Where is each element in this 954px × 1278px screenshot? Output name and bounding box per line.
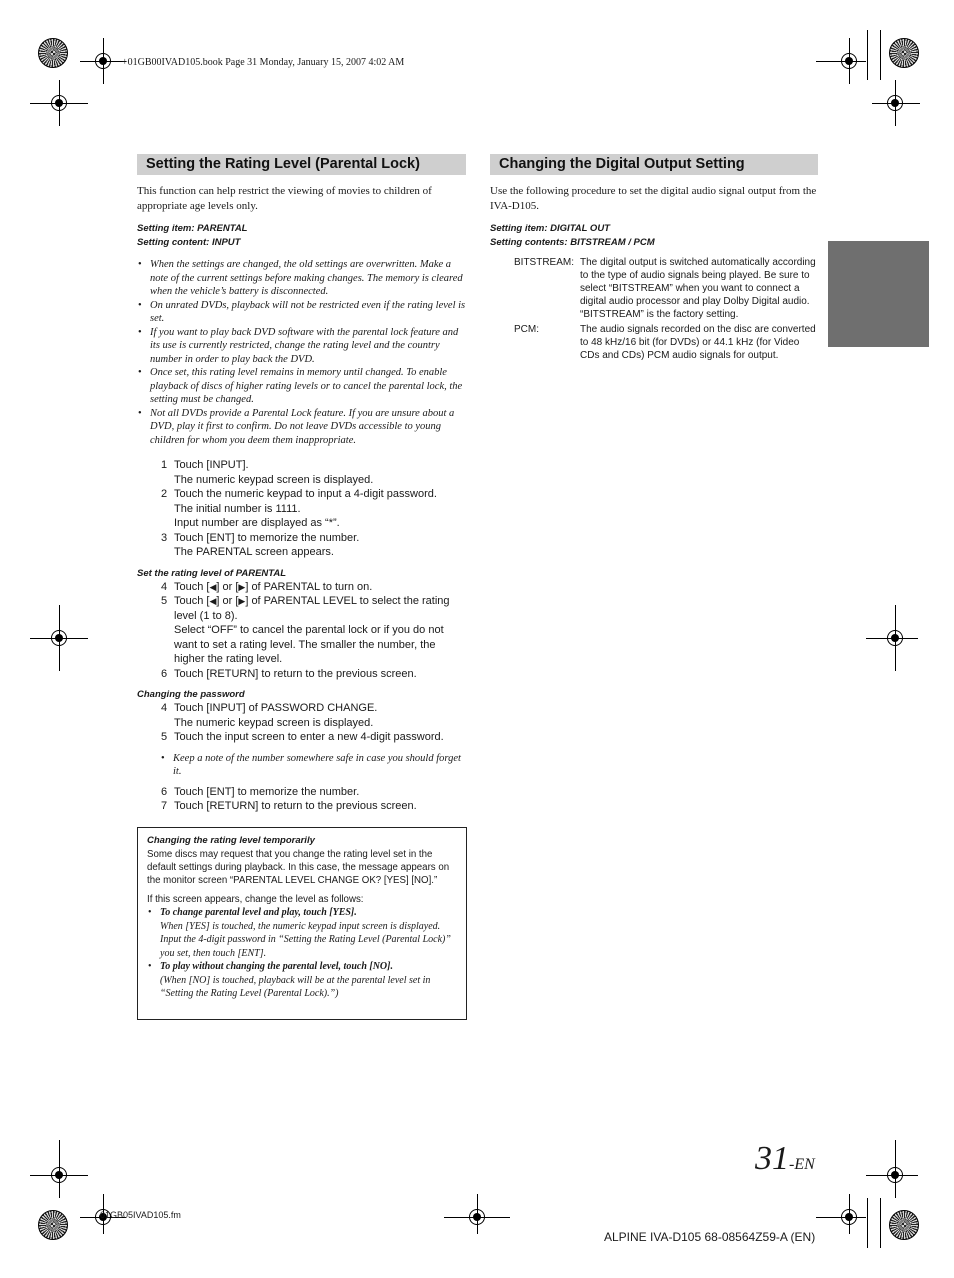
crosshair-mark-top-left-b [48, 92, 70, 114]
step-text: ] of PARENTAL to turn on. [245, 580, 373, 593]
setting-content-label: Setting content: INPUT [137, 237, 241, 248]
digital-setting-block [490, 222, 818, 250]
option-pcm [490, 323, 818, 362]
step-number: 5 [161, 595, 168, 607]
step-text: Touch the input screen to enter a new 4-digit password. [174, 731, 444, 743]
step-6 [137, 667, 466, 682]
temporary-rating-box [137, 827, 467, 1020]
step-text: ] or [ [216, 580, 239, 593]
steps-input-password [137, 458, 466, 560]
box-body: Some discs may request that you change the rating level set in the default settings during playback. In this case, the message appears on the monitor screen “PARENTAL LEVEL CHANGE OK? [YES] [NO].” [147, 849, 450, 886]
step-text: Touch [ [174, 580, 210, 593]
step-4 [137, 701, 466, 730]
step-text: Touch [ENT] to memorize the number. [174, 785, 360, 798]
step-subtext: Select “OFF” to cancel the parental lock or if you do not want to set a rating level. The smaller the number, the higher the rating level. [174, 624, 444, 665]
setting-item-label: Setting item: PARENTAL [137, 223, 248, 234]
step-subtext: Input number are displayed as “*”. [174, 517, 340, 529]
step-subtext: The numeric keypad screen is displayed. [174, 473, 374, 486]
steps-memorize [137, 785, 466, 814]
steps-rating-level [137, 580, 466, 682]
step-text: Touch [INPUT] of PASSWORD CHANGE. [174, 702, 378, 714]
step-number: 1 [161, 459, 168, 471]
step-text: Touch [RETURN] to return to the previous screen. [174, 800, 417, 812]
crosshair-mark-bottom-right-a [838, 1206, 860, 1228]
step-7 [137, 799, 466, 814]
step-5 [137, 594, 466, 667]
box-bullets [147, 906, 456, 1001]
bullet-heading: • To change parental level and play, touch [YES]. [160, 907, 357, 918]
step-1 [137, 458, 466, 487]
footer-file-name: 01GB05IVAD105.fm [100, 1210, 181, 1220]
step-4 [137, 580, 466, 595]
crop-line [867, 30, 868, 80]
section-heading-parental: Setting the Rating Level (Parental Lock) [137, 154, 466, 175]
right-column [490, 154, 818, 362]
page-number [755, 1140, 815, 1178]
box-bullet-no [147, 960, 456, 1001]
note-item: • Once set, this rating level remains in memory until changed. To enable playback of discs of higher rating levels or to cancel the parental lock, the setting must be changed. [137, 366, 466, 407]
step-text: Touch [INPUT]. [174, 459, 249, 471]
option-bitstream [490, 256, 818, 321]
step-subtext: The numeric keypad screen is displayed. [174, 716, 374, 729]
step-text: ] or [ [216, 595, 239, 607]
crop-line [880, 30, 881, 80]
digital-output-intro: Use the following procedure to set the digital audio signal output from the IVA-D105. [490, 185, 817, 212]
right-triangle-icon: ▶ [238, 596, 246, 606]
crosshair-mark-mid-left [48, 627, 70, 649]
step-number: 5 [161, 731, 168, 743]
parental-intro: This function can help restrict the viewing of movies to children of appropriate age levels only. [137, 185, 432, 212]
page-number-value: 31 [755, 1140, 789, 1177]
footer-model: ALPINE IVA-D105 68-08564Z59-A (EN) [604, 1230, 816, 1244]
crosshair-mark-top-right-b [884, 92, 906, 114]
note-item: • Not all DVDs provide a Parental Lock feature. If you are unsure about a DVD, play it first to confirm. Do not leave DVDs accessible to young children for whom you deem them inappropriate. [137, 407, 466, 448]
subhead-changing-password: Changing the password [137, 689, 245, 700]
password-notes [137, 752, 466, 779]
step-2 [137, 487, 466, 531]
crosshair-mark-top-left-a [92, 50, 114, 72]
starburst-mark-bottom-right [889, 1210, 919, 1240]
option-description: The digital output is switched automatically according to the type of audio signals being played. Be sure to select “BITSTREAM” when you want to connect a digital audio processor and play Dolby Digital audio. “BITSTREAM” is the factory setting. [580, 257, 816, 320]
subhead-rating-level: Set the rating level of PARENTAL [137, 567, 287, 579]
option-term: PCM: [514, 324, 539, 335]
note-item: • When the settings are changed, the old settings are overwritten. Make a note of the current settings before making changes. The memory is cleared when the vehicle’s battery is disconnected. [137, 258, 466, 299]
option-term: BITSTREAM: [514, 257, 575, 268]
step-5 [137, 730, 466, 745]
parental-notes [137, 258, 466, 447]
starburst-mark-top-left [38, 38, 68, 68]
crosshair-mark-bottom-right-b [884, 1164, 906, 1186]
steps-change-password [137, 701, 466, 745]
header-file-line: +01GB00IVAD105.book Page 31 Monday, January 15, 2007 4:02 AM [122, 57, 405, 68]
step-number: 4 [161, 580, 168, 593]
step-number: 6 [161, 785, 168, 798]
side-tab [828, 241, 929, 347]
step-text: Touch [ENT] to memorize the number. [174, 531, 360, 544]
box-bullet-yes [147, 906, 456, 960]
starburst-mark-top-right [889, 38, 919, 68]
left-triangle-icon: ◀ [209, 581, 217, 592]
setting-contents-label: Setting contents: BITSTREAM / PCM [490, 237, 655, 248]
box-title: Changing the rating level temporarily [147, 835, 315, 846]
note-item: • If you want to play back DVD software with the parental lock feature and its use is currently restricted, change the rating level and the country number in order to play back the DVD. [137, 326, 466, 367]
note-item: • On unrated DVDs, playback will not be restricted even if the rating level is set. [137, 299, 466, 326]
step-subtext: The initial number is 1111. [174, 502, 301, 515]
right-triangle-icon: ▶ [238, 581, 246, 592]
page-number-suffix: -EN [789, 1156, 815, 1173]
parental-setting-block [137, 222, 466, 250]
step-text: Touch [RETURN] to return to the previous screen. [174, 667, 417, 680]
bullet-heading: • To play without changing the parental level, touch [NO]. [160, 961, 393, 972]
setting-item-label: Setting item: DIGITAL OUT [490, 223, 610, 234]
left-column [137, 154, 466, 814]
step-6 [137, 785, 466, 800]
step-3 [137, 531, 466, 560]
note-item: • Keep a note of the number somewhere safe in case you should forget it. [161, 752, 466, 779]
crosshair-mark-top-right-a [838, 50, 860, 72]
bullet-text: (When [NO] is touched, playback will be at the parental level set in “Setting the Rating Level (Parental Lock).”) [160, 974, 431, 999]
step-text: ] of PARENTAL LEVEL to select the rating level (1 to 8). [174, 595, 450, 622]
crop-line [880, 1198, 881, 1248]
step-number: 4 [161, 702, 168, 714]
crosshair-mark-mid-right [884, 627, 906, 649]
left-triangle-icon: ◀ [209, 596, 217, 606]
step-subtext: The PARENTAL screen appears. [174, 546, 334, 558]
crosshair-mark-bottom-center [466, 1206, 488, 1228]
digital-output-options [490, 256, 818, 362]
step-number: 7 [161, 800, 168, 812]
starburst-mark-bottom-left [38, 1210, 68, 1240]
option-description: The audio signals recorded on the disc are converted to 48 kHz/16 bit (for DVDs) or 44.1 kHz (for Video CDs and CDs) PCM audio signals for output. [580, 324, 816, 361]
step-number: 6 [161, 667, 168, 680]
step-text: Touch [ [174, 595, 210, 607]
box-body-followup: If this screen appears, change the level as follows: [147, 894, 364, 905]
step-number: 2 [161, 488, 168, 500]
crop-line [867, 1198, 868, 1248]
crosshair-mark-bottom-left-a [48, 1164, 70, 1186]
section-heading-digital-output: Changing the Digital Output Setting [490, 154, 818, 175]
step-number: 3 [161, 531, 168, 544]
step-text: Touch the numeric keypad to input a 4-digit password. [174, 488, 437, 500]
bullet-text: When [YES] is touched, the numeric keypad input screen is displayed. Input the 4-digit password in “Setting the Rating Level (Parental Lock)” you set, then touch [ENT]. [160, 920, 451, 959]
